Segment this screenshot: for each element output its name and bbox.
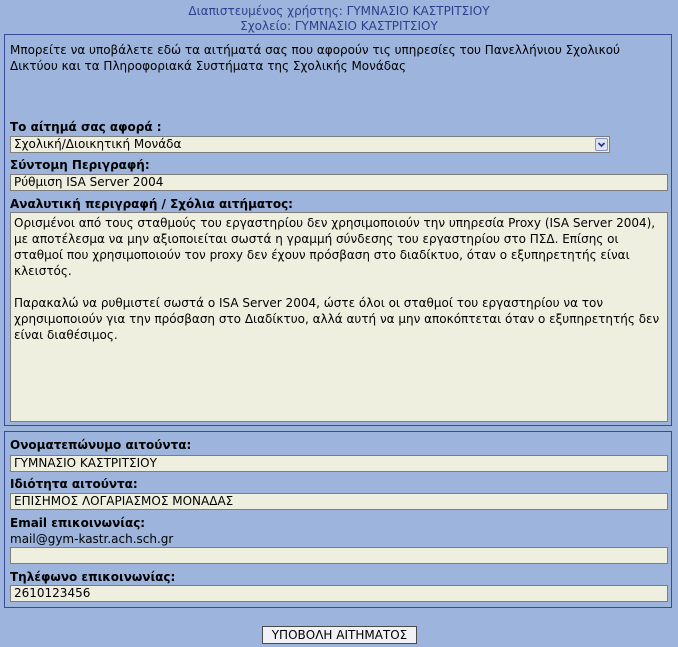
phone-label: Τηλέφωνο επικοινωνίας: <box>10 570 176 584</box>
intro-text: Μπορείτε να υποβάλετε εδώ τα αιτήματά σας που αφορούν τις υπηρεσίες του Πανελλήνιου Σχολικού Δικτύου και τα Πληροφοριακά Συστήματα της Σχολικής Μονάδας <box>10 43 620 73</box>
name-label: Ονοματεπώνυμο αιτούντα: <box>10 438 192 452</box>
request-panel <box>4 34 672 426</box>
email-value: mail@gym-kastr.ach.sch.gr <box>10 532 174 546</box>
school-name: Σχολείο: ΓΥΜΝΑΣΙΟ ΚΑΣΤΡΙΤΣΙΟΥ <box>240 19 438 33</box>
details-label: Αναλυτική περιγραφή / Σχόλια αιτήματος: <box>10 197 293 211</box>
phone-input[interactable]: 2610123456 <box>10 585 668 602</box>
requester-panel <box>4 431 672 608</box>
email-label: Email επικοινωνίας: <box>10 516 146 530</box>
short-desc-input[interactable]: Ρύθμιση ISA Server 2004 <box>10 174 668 191</box>
name-input[interactable]: ΓΥΜΝΑΣΙΟ ΚΑΣΤΡΙΤΣΙΟΥ <box>10 455 668 472</box>
details-paragraph-1: Ορισμένοι από τους σταθμούς του εργαστηρίου δεν χρησιμοποιούν την υπηρεσία Proxy (ISA Server 2004), με αποτέλεσμα να μην αξιοποιείται σωστά η γραμμή σύνδεσης του εργαστηρίου στο ΠΣΔ. Επίσης οι σταθμοί που χρησιμοποιούν τον proxy δεν έχουν πρόσβαση στο διαδίκτυο, όταν ο εξυπηρετητής είναι κλειστός. <box>14 216 656 278</box>
submit-request-button[interactable]: ΥΠΟΒΟΛΗ ΑΙΤΗΜΑΤΟΣ <box>262 626 417 644</box>
authenticated-user: Διαπιστευμένος χρήστης: ΓΥΜΝΑΣΙΟ ΚΑΣΤΡΙΤΣΙΟΥ <box>188 4 490 18</box>
concern-selected-value: Σχολική/Διοικητική Μονάδα <box>14 137 182 151</box>
email-extra-input[interactable] <box>10 547 668 564</box>
chevron-down-icon[interactable] <box>595 138 608 151</box>
details-textarea[interactable] <box>10 212 668 422</box>
role-label: Ιδιότητα αιτούντα: <box>10 477 138 491</box>
page-header <box>0 4 678 34</box>
short-desc-label: Σύντομη Περιγραφή: <box>10 158 150 172</box>
concern-label: Το αίτημά σας αφορά : <box>10 120 162 134</box>
role-input[interactable]: ΕΠΙΣΗΜΟΣ ΛΟΓΑΡΙΑΣΜΟΣ ΜΟΝΑΔΑΣ <box>10 493 668 510</box>
details-paragraph-2: Παρακαλώ να ρυθμιστεί σωστά ο ISA Server 2004, ώστε όλοι οι σταθμοί του εργαστηρίου να τον χρησιμοποιούν για την πρόσβαση στο Διαδίκτυο, αλλά αυτή να μην αποκόπτεται όταν ο εξυπηρετητής δεν είναι διαθέσιμος. <box>14 296 660 342</box>
concern-select[interactable] <box>10 136 610 153</box>
